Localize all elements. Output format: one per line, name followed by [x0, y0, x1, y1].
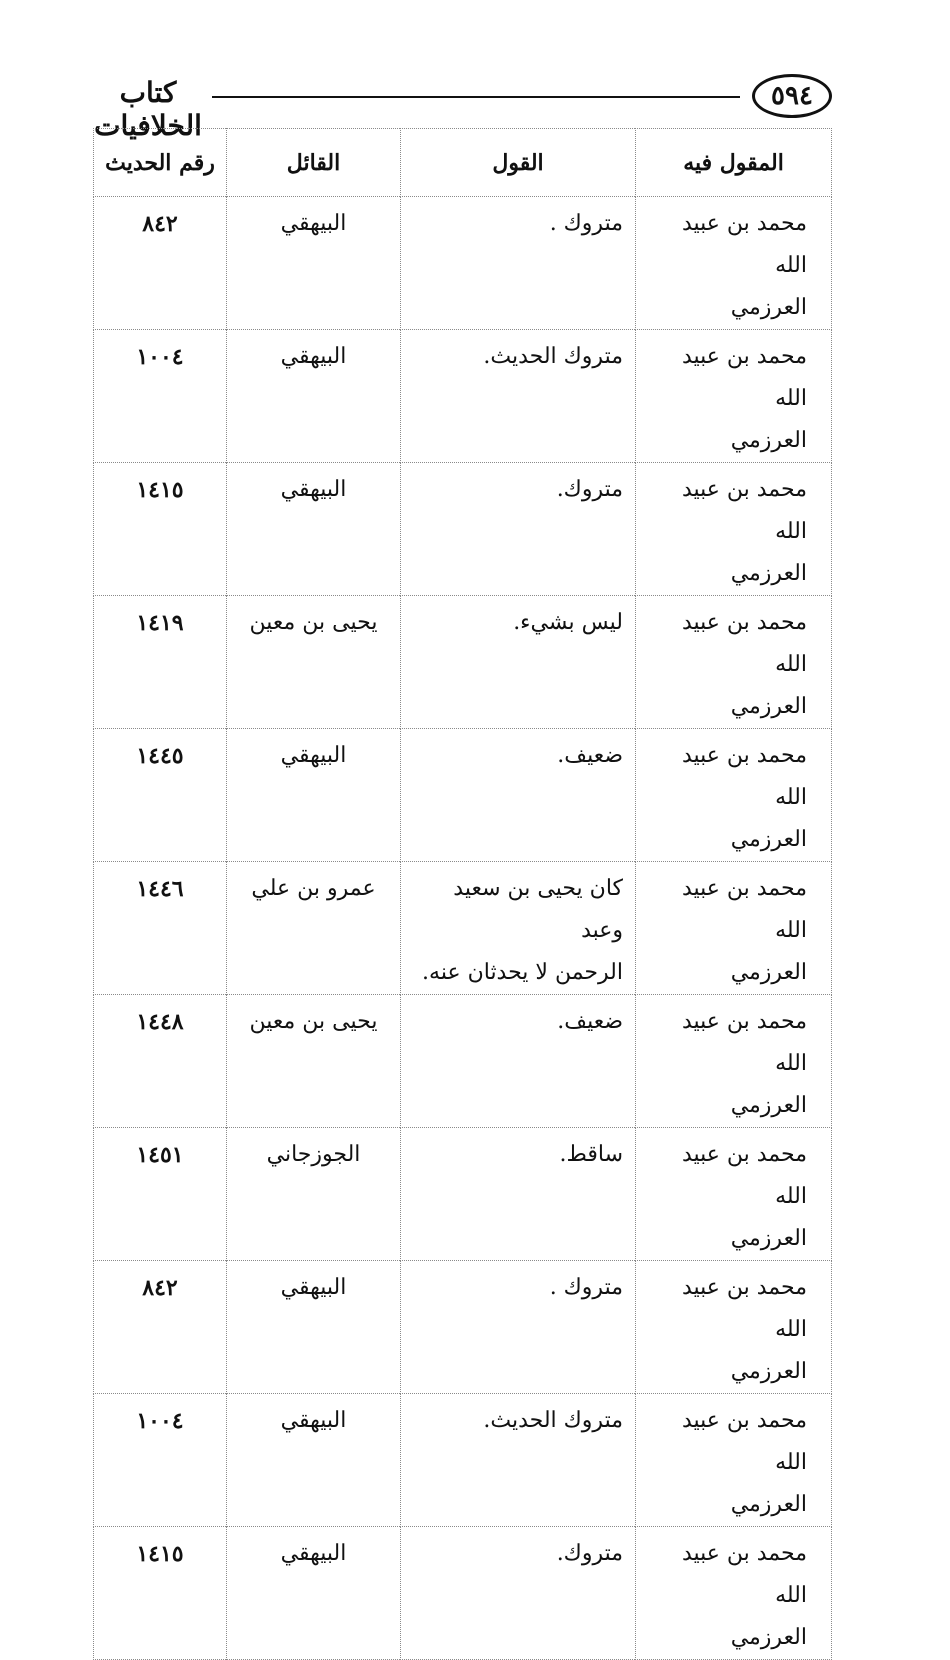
subject-line: محمد بن عبيد الله [681, 610, 807, 677]
subject-line: محمد بن عبيد الله [681, 1142, 807, 1209]
hadith-number-cell: ١٤٤٥ [94, 729, 227, 862]
table-row [94, 1527, 832, 1660]
saying-line: كان يحيى بن سعيد وعبد [453, 876, 623, 943]
subject-line: العرزمي [730, 428, 807, 453]
speaker-cell: البيهقي [227, 330, 401, 463]
saying-cell [401, 330, 636, 463]
subject-line: محمد بن عبيد الله [681, 344, 807, 411]
table-row [94, 463, 832, 596]
subject-cell [636, 330, 832, 463]
saying-line: الرحمن لا يحدثان عنه. [422, 960, 623, 985]
subject-cell [636, 862, 832, 995]
saying-cell [401, 729, 636, 862]
table-row [94, 1128, 832, 1261]
subject-line: العرزمي [730, 694, 807, 719]
subject-cell [636, 729, 832, 862]
subject-line: العرزمي [730, 1093, 807, 1118]
saying-line: ليس بشيء. [513, 610, 623, 635]
hadith-number-cell: ١٤٤٨ [94, 995, 227, 1128]
hadith-number-cell: ١٤١٥ [94, 463, 227, 596]
speaker-cell: يحيى بن معين [227, 995, 401, 1128]
column-header-subject: المقول فيه [636, 129, 832, 197]
saying-line: ساقط. [559, 1142, 623, 1167]
subject-line: محمد بن عبيد الله [681, 1009, 807, 1076]
speaker-cell: يحيى بن معين [227, 596, 401, 729]
subject-line: العرزمي [730, 1625, 807, 1650]
saying-line: ضعيف. [557, 743, 623, 768]
subject-cell [636, 995, 832, 1128]
speaker-cell: البيهقي [227, 197, 401, 330]
subject-line: محمد بن عبيد الله [681, 1408, 807, 1475]
saying-cell [401, 1128, 636, 1261]
saying-line: متروك . [549, 211, 623, 236]
table-row [94, 729, 832, 862]
table-row [94, 596, 832, 729]
column-header-saying: القول [401, 129, 636, 197]
subject-cell [636, 596, 832, 729]
header-rule [212, 96, 740, 98]
narrators-table [93, 128, 832, 1660]
saying-cell [401, 1527, 636, 1660]
subject-line: محمد بن عبيد الله [681, 211, 807, 278]
column-header-speaker: القائل [227, 129, 401, 197]
table-row [94, 197, 832, 330]
narrators-table-container [93, 128, 831, 1660]
subject-cell [636, 197, 832, 330]
subject-line: العرزمي [730, 1492, 807, 1517]
table-row [94, 1261, 832, 1394]
subject-line: محمد بن عبيد الله [681, 1275, 807, 1342]
column-header-hadith-number: رقم الحديث [94, 129, 227, 197]
speaker-cell: البيهقي [227, 1261, 401, 1394]
table-row [94, 995, 832, 1128]
subject-line: العرزمي [730, 1359, 807, 1384]
hadith-number-cell: ١٤١٩ [94, 596, 227, 729]
subject-line: العرزمي [730, 295, 807, 320]
subject-cell [636, 1394, 832, 1527]
subject-cell [636, 1128, 832, 1261]
subject-cell [636, 1527, 832, 1660]
saying-cell [401, 1394, 636, 1527]
saying-line: متروك. [556, 477, 623, 502]
subject-line: العرزمي [730, 1226, 807, 1251]
subject-line: محمد بن عبيد الله [681, 876, 807, 943]
table-row [94, 862, 832, 995]
subject-line: العرزمي [730, 827, 807, 852]
hadith-number-cell: ١٤٥١ [94, 1128, 227, 1261]
table-row [94, 330, 832, 463]
speaker-cell: عمرو بن علي [227, 862, 401, 995]
hadith-number-cell: ١٠٠٤ [94, 330, 227, 463]
subject-line: محمد بن عبيد الله [681, 743, 807, 810]
subject-cell [636, 1261, 832, 1394]
subject-line: محمد بن عبيد الله [681, 1541, 807, 1608]
subject-line: العرزمي [730, 561, 807, 586]
speaker-cell: البيهقي [227, 729, 401, 862]
hadith-number-cell: ١٤١٥ [94, 1527, 227, 1660]
saying-cell [401, 463, 636, 596]
subject-line: محمد بن عبيد الله [681, 477, 807, 544]
subject-line: العرزمي [730, 960, 807, 985]
saying-cell [401, 596, 636, 729]
saying-cell [401, 197, 636, 330]
speaker-cell: البيهقي [227, 1394, 401, 1527]
subject-cell [636, 463, 832, 596]
hadith-number-cell: ١٠٠٤ [94, 1394, 227, 1527]
saying-cell [401, 862, 636, 995]
saying-cell [401, 995, 636, 1128]
speaker-cell: البيهقي [227, 1527, 401, 1660]
hadith-number-cell: ٨٤٢ [94, 197, 227, 330]
table-header-row [94, 129, 832, 197]
speaker-cell: الجوزجاني [227, 1128, 401, 1261]
page-header [90, 68, 832, 142]
hadith-number-cell: ٨٤٢ [94, 1261, 227, 1394]
saying-line: متروك. [556, 1541, 623, 1566]
saying-line: ضعيف. [557, 1009, 623, 1034]
page-number: ٥٩٤ [752, 74, 832, 118]
table-row [94, 1394, 832, 1527]
saying-line: متروك . [549, 1275, 623, 1300]
saying-line: متروك الحديث. [483, 344, 623, 369]
book-title: كتاب الخلافيات [94, 76, 202, 142]
saying-cell [401, 1261, 636, 1394]
hadith-number-cell: ١٤٤٦ [94, 862, 227, 995]
speaker-cell: البيهقي [227, 463, 401, 596]
saying-line: متروك الحديث. [483, 1408, 623, 1433]
